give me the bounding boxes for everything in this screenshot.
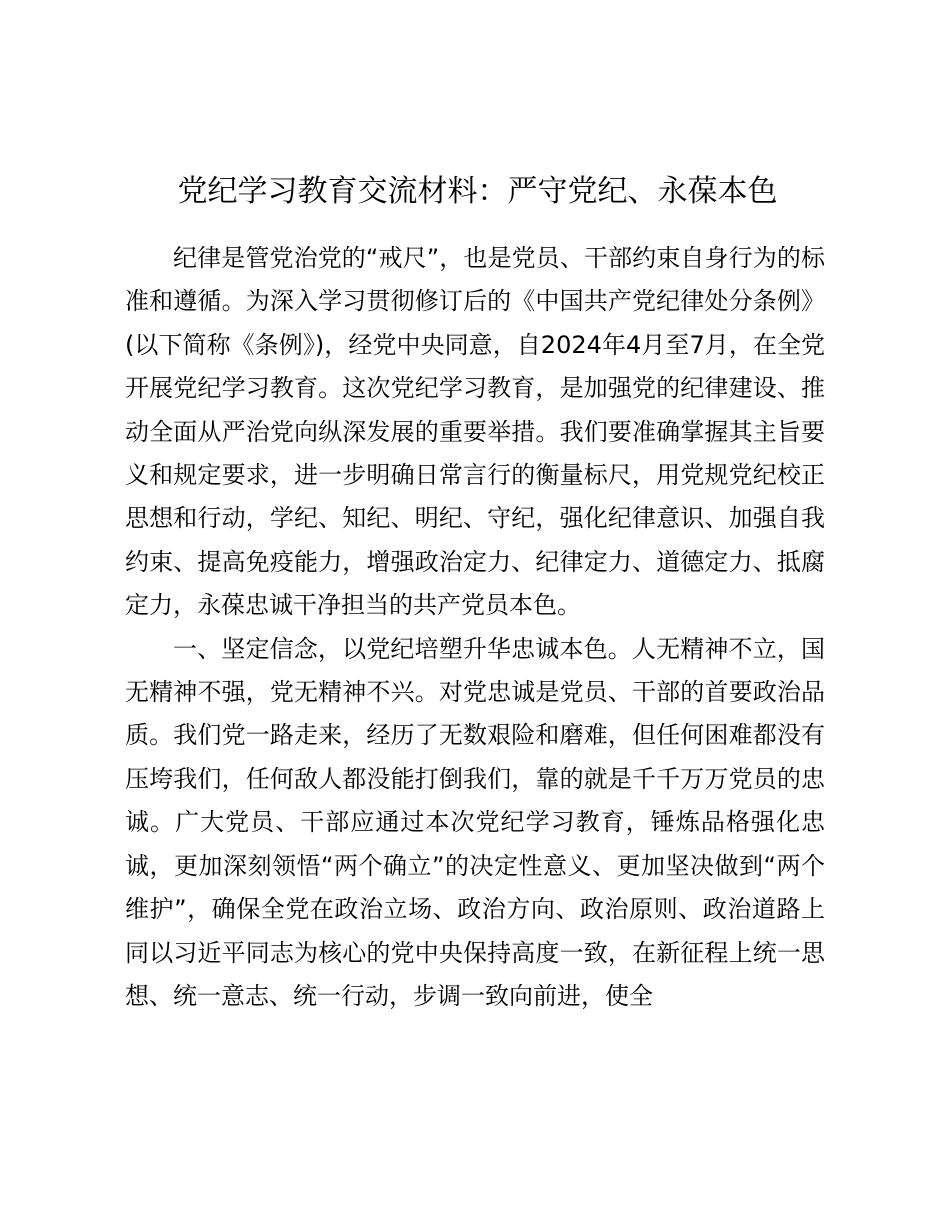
section-one-heading: 一、坚定信念，以党纪培塑升华忠诚本色。 [173,634,632,663]
document-title: 党纪学习教育交流材料：严守党纪、永葆本色 [177,174,778,209]
paragraph-section-one [125,628,825,1019]
paragraph-intro [125,237,825,628]
section-one-text: 人无精神不立，国无精神不强，党无精神不兴。对党忠诚是党员、干部的首要政治品质。我们党一路走来，经历了无数艰险和磨难，但任何困难都没有压垮我们，任何敌人都没能打倒我们，靠的就是千千万万党员的忠诚。广大党员、干部应通过本次党纪学习教育，锤炼品格强化忠诚，更加深刻领悟“两个确立”的决定性意义、更加坚决做到“两个维护”，确保全党在政治立场、政治方向、政治原则、政治道路上同以习近平同志为核心的党中央保持高度一致，在新征程上统一思想、统一意志、统一行动，步调一致向前进，使全 [125,634,825,1010]
paragraph-intro-text: 纪律是管党治党的“戒尺”，也是党员、干部约束自身行为的标准和遵循。为深入学习贯彻修订后的《中国共产党纪律处分条例》(以下简称《条例》)，经党中央同意，自2024年4月至7月，在全党开展党纪学习教育。这次党纪学习教育，是加强党的纪律建设、推动全面从严治党向纵深发展的重要举措。我们要准确掌握其主旨要义和规定要求，进一步明确日常言行的衡量标尺，用党规党纪校正思想和行动，学纪、知纪、明纪、守纪，强化纪律意识、加强自我约束、提高免疫能力，增强政治定力、纪律定力、道德定力、抵腐定力，永葆忠诚干净担当的共产党员本色。 [125,244,825,620]
document-body [125,237,825,1018]
